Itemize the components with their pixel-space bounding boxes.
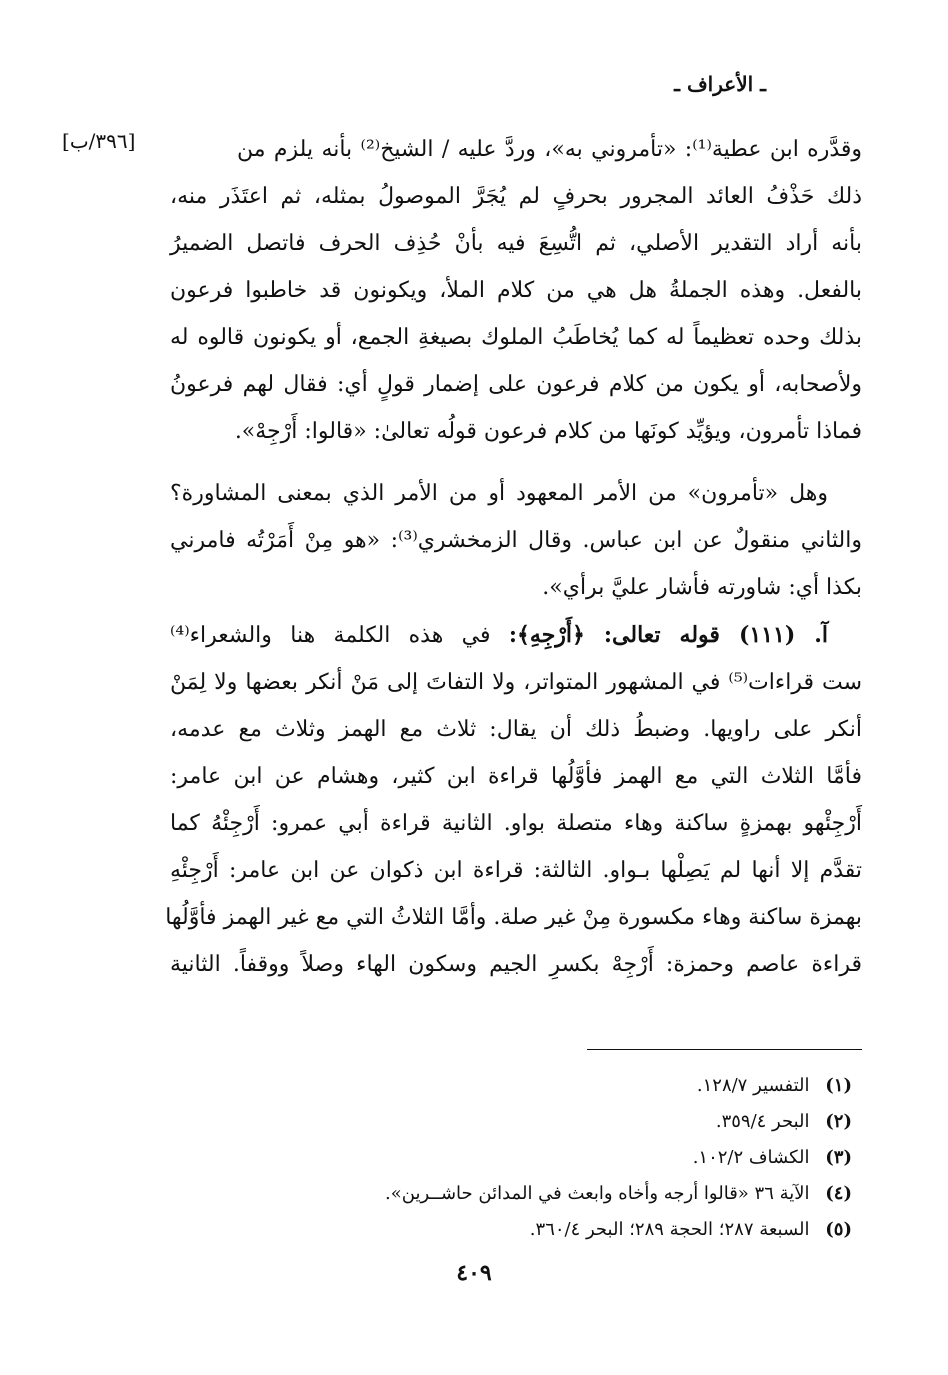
footnote-text: الآية ٣٦ «قالوا أرجه وأخاه وابعث في المدائن حاشــرين». [385,1183,810,1204]
verse-heading: آ. (١١١) قوله تعالى: ﴿أَرْجِهِ﴾: [508,622,829,648]
paragraph-1-line: بأنه أراد التقدير الأصلي، ثم اتُّسِعَ فيه بأنْ حُذِف الحرف فاتصل الضميرُ [170,231,862,256]
footnote [92,1212,852,1248]
page-number: ٤٠٩ [456,1260,492,1286]
footnote-number: (١) [825,1075,852,1096]
margin-manuscript-reference: [٣٩٦/ب] [62,129,136,153]
footnote [92,1068,852,1104]
paragraph-1 [170,173,862,455]
footnote-text: التفسير ١٢٨/٧. [696,1075,810,1096]
paragraph-3-first-line [170,612,862,659]
paragraph-3-line: بهمزة ساكنة وهاء مكسورة مِنْ غير صلة. وأمَّا الثلاثُ التي مع غير الهمز فأوَّلُها [165,905,862,930]
paragraph-2-line: وهل «تأمرون» من الأمر المعهود أو من الأمر الذي بمعنى المشاورة؟ [170,481,828,506]
paragraph-3-line: ست قراءات⁽⁵⁾ في المشهور المتواتر، ولا التفاتَ إلى مَنْ أنكر بعضها ولا لِمَنْ [170,670,863,695]
footnote-number: (٤) [825,1183,852,1204]
paragraph-2-line: بكذا أي: شاورته فأشار عليَّ برأي». [542,575,862,600]
footnote-text: السبعة ٢٨٧؛ الحجة ٢٨٩؛ البحر ٣٦٠/٤. [529,1219,810,1240]
paragraph-3-line: أَرْجِئْهو بهمزةٍ ساكنة وهاء متصلة بواو. الثانية قراءة أبي عمرو: أَرْجِئْهُ كما [170,811,862,836]
running-header: ـ الأعراف ـ [674,72,766,96]
footnote [92,1104,852,1140]
footnote [92,1140,852,1176]
paragraph-2 [170,517,862,611]
paragraph-2-line: والثاني منقولٌ عن ابن عباس. وقال الزمخشري⁽³⁾: «هو مِنْ أَمَرْتُه فامرني [170,528,862,553]
footnotes [92,1068,852,1248]
footnote-text: البحر ٣٥٩/٤. [715,1111,810,1132]
footnote-text: الكشاف ١٠٢/٢. [692,1147,810,1168]
footnote-number: (٢) [825,1111,852,1132]
paragraph-3-line: أنكر على راويها. وضبطُ ذلك أن يقال: ثلاث مع الهمز وثلاث مع عدمه، [170,717,862,742]
paragraph-3-line: فأمَّا الثلاث التي مع الهمز فأوَّلُها قراءة ابن كثير، وهشام عن ابن عامر: [170,764,862,789]
paragraph-2-first-line-wrap [170,470,862,517]
paragraph-3-first-line-rest: في هذه الكلمة هنا والشعراء⁽⁴⁾ [170,623,491,648]
footnote-number: (٥) [825,1219,852,1240]
paragraph-3-line: قراءة عاصم وحمزة: أَرْجِهْ بكسرِ الجيم وسكون الهاء وصلاً ووقفاً. الثانية [170,952,862,977]
footnote-number: (٣) [825,1147,852,1168]
footnote [92,1176,852,1212]
paragraph-1-line: ولأصحابه، أو يكون من كلام فرعون على إضمار قولٍ أي: فقال لهم فرعونُ [170,372,862,397]
paragraph-1-line: ذلك حَذْفُ العائد المجرور بحرفٍ لم يُجَرَّ الموصولُ بمثله، ثم اعتَذَر منه، [170,184,862,209]
paragraph-3-line: تقدَّم إلا أنها لم يَصِلْها بـواو. الثالثة: قراءة ابن ذكوان عن ابن عامر: أَرْجِئْهِ [170,858,862,883]
paragraph-1-line: بالفعل. وهذه الجملةُ هل هي من كلام الملأ، ويكونون قد خاطبوا فرعون [170,278,862,303]
paragraph-1-line: بذلك وحده تعظيماً له كما يُخاطَبُ الملوك بصيغةِ الجمع، أو يكونون قالوه له [170,325,862,350]
paragraph-1-line: فماذا تأمرون، ويؤيِّد كونَها من كلام فرعون قولُه تعالىٰ: «قالوا: أَرْجِهْ». [234,419,862,444]
paragraph-1-first-line-wrap [237,126,862,173]
paragraph-3 [165,612,863,988]
footnote-divider [587,1049,862,1050]
paragraph-1-line: وقدَّره ابن عطية⁽¹⁾: «تأمروني به»، وردَّ عليه / الشيخ⁽²⁾ بأنه يلزم من [237,137,863,162]
